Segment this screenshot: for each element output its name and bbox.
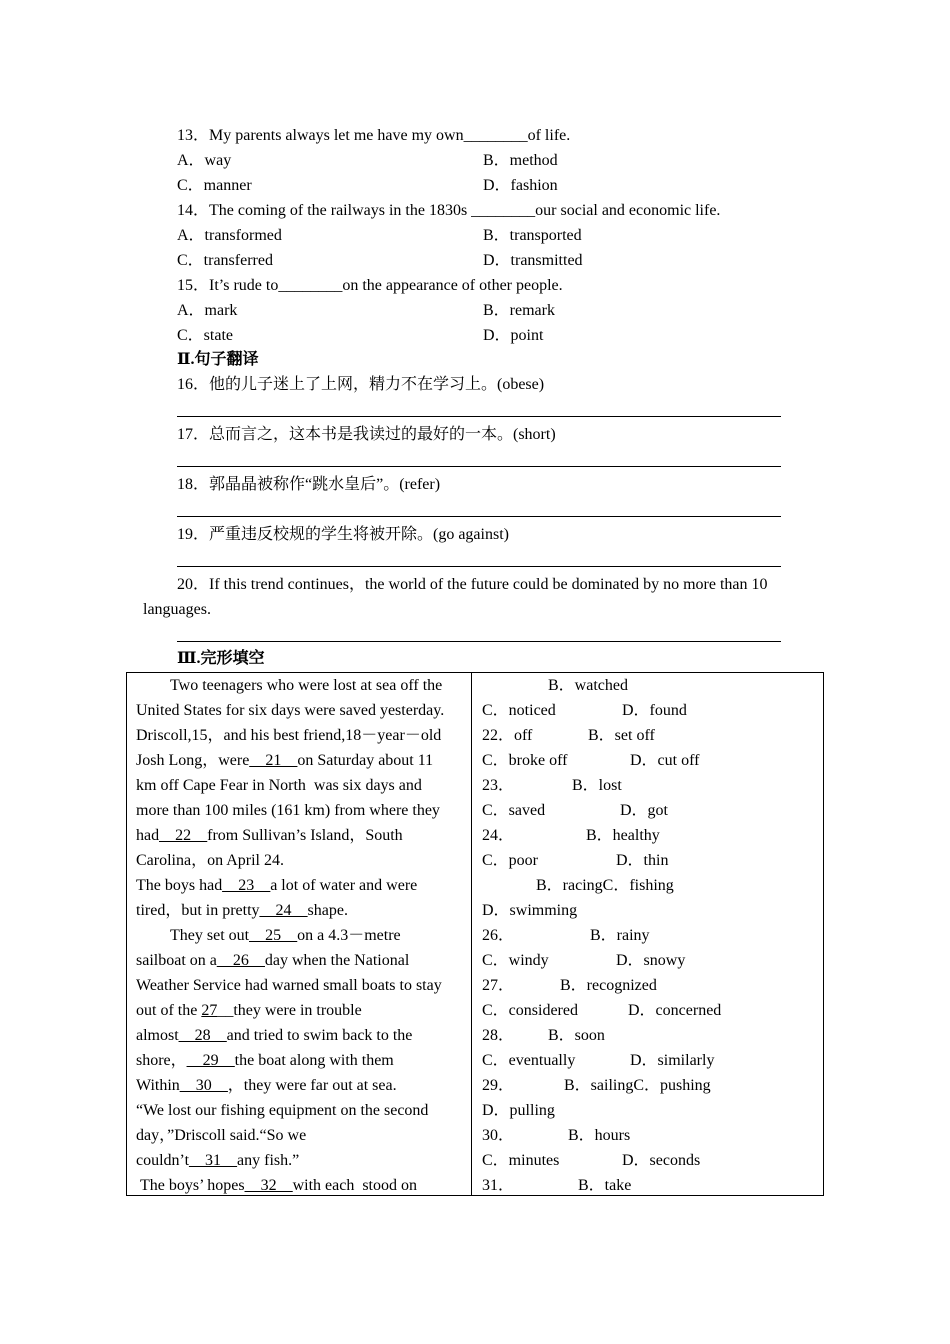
- question-14-option-a: A．transformed: [177, 227, 282, 244]
- question-15-option-c: C．state: [177, 327, 233, 344]
- cloze-option-line: D．pulling: [482, 1102, 555, 1119]
- cloze-option-line: 31．: [482, 1177, 515, 1194]
- passage-text: Josh Long，were: [136, 752, 250, 769]
- cloze-option-line: B．hours: [568, 1127, 631, 1144]
- cloze-option-line: 24．: [482, 827, 515, 844]
- passage-text: any fish.”: [237, 1152, 300, 1169]
- cloze-option-line: D．thin: [616, 852, 669, 869]
- cloze-option-line: 22．off: [482, 727, 533, 744]
- translation-item-20-line1: 20．If this trend continues，the world of the future could be dominated by no more than 10: [177, 576, 768, 593]
- cloze-table: [126, 672, 824, 1196]
- passage-line: [136, 1026, 412, 1046]
- answer-line-18: [177, 516, 781, 517]
- passage-line: [136, 1001, 362, 1021]
- question-14-stem: 14．The coming of the railways in the 1830s ________our social and economic life.: [177, 202, 721, 219]
- passage-text: The boys’ hopes: [140, 1177, 245, 1194]
- passage-line: [136, 1051, 394, 1071]
- passage-text: couldn’t: [136, 1152, 190, 1169]
- blank-25: __25__: [249, 927, 298, 944]
- cloze-option-line: D．seconds: [622, 1152, 701, 1169]
- passage-line: [136, 901, 348, 921]
- cloze-option-line: D．similarly: [630, 1052, 715, 1069]
- answer-line-20: [177, 641, 781, 642]
- passage-text: had: [136, 827, 160, 844]
- passage-line: Weather Service had warned small boats to stay: [136, 977, 442, 994]
- blank-28: __28__: [178, 1027, 227, 1044]
- passage-text: with each stood on: [292, 1177, 417, 1194]
- blank-31: __31__: [189, 1152, 238, 1169]
- passage-line: day，”Driscoll said.“So we: [136, 1127, 307, 1144]
- cloze-option-line: B．lost: [572, 777, 622, 794]
- cloze-option-line: B．healthy: [586, 827, 660, 844]
- cloze-option-line: C．eventually: [482, 1052, 576, 1069]
- passage-line: [170, 926, 401, 946]
- cloze-option-line: C．windy: [482, 952, 549, 969]
- question-15-stem: 15．It’s rude to________on the appearance of other people.: [177, 277, 563, 294]
- cloze-option-line: B．take: [578, 1177, 632, 1194]
- passage-line: “We lost our fishing equipment on the second: [136, 1102, 429, 1119]
- passage-text: almost: [136, 1027, 179, 1044]
- passage-text: and tried to swim back to the: [226, 1027, 413, 1044]
- blank-24: __24__: [259, 902, 308, 919]
- cloze-options-cell: [472, 673, 824, 1196]
- cloze-options: [472, 673, 823, 1195]
- cloze-option-line: D．snowy: [616, 952, 686, 969]
- cloze-option-line: B．rainy: [590, 927, 650, 944]
- passage-text: on a 4.3－metre: [297, 927, 401, 944]
- translation-item-20-line2: languages.: [143, 601, 211, 618]
- passage-line: [136, 951, 409, 971]
- question-14-option-b: B．transported: [483, 227, 582, 244]
- cloze-option-line: B．watched: [548, 677, 628, 694]
- cloze-option-line: D．got: [620, 802, 669, 819]
- passage-line: United States for six days were saved yesterday.: [136, 702, 445, 719]
- cloze-option-line: D．concerned: [628, 1002, 722, 1019]
- passage-text: a lot of water and were: [270, 877, 418, 894]
- passage-line: Two teenagers who were lost at sea off the: [170, 677, 443, 694]
- section-3-heading: Ⅲ.完形填空: [177, 650, 265, 667]
- cloze-option-line: 30．: [482, 1127, 515, 1144]
- passage-text: They set out: [170, 927, 250, 944]
- passage-line: [136, 876, 417, 896]
- question-14-option-d: D．transmitted: [483, 252, 583, 269]
- passage-line: [136, 1151, 299, 1171]
- translation-item-17: 17．总而言之，这本书是我读过的最好的一本。(short): [177, 426, 556, 443]
- answer-line-16: [177, 416, 781, 417]
- cloze-passage: [127, 673, 471, 1195]
- translation-item-18: 18．郭晶晶被称作“跳水皇后”。(refer): [177, 476, 441, 493]
- passage-line: [136, 826, 403, 846]
- translation-item-19: 19．严重违反校规的学生将被开除。(go against): [177, 526, 509, 543]
- blank-26: __26__: [216, 952, 265, 969]
- answer-line-17: [177, 466, 781, 467]
- passage-line: Carolina，on April 24.: [136, 852, 284, 869]
- blank-21: __21__: [249, 752, 298, 769]
- passage-text: sailboat on a: [136, 952, 217, 969]
- passage-line: Driscoll,15，and his best friend,18－year－old: [136, 727, 442, 744]
- question-13-option-d: D．fashion: [483, 177, 558, 194]
- passage-text: out of the: [136, 1002, 202, 1019]
- question-15-option-b: B．remark: [483, 302, 555, 319]
- question-13-option-c: C．manner: [177, 177, 252, 194]
- question-15-option-a: A．mark: [177, 302, 238, 319]
- passage-line: more than 100 miles (161 km) from where they: [136, 802, 440, 819]
- passage-text: Within: [136, 1077, 180, 1094]
- cloze-option-line: C．minutes: [482, 1152, 560, 1169]
- cloze-option-line: 27．: [482, 977, 515, 994]
- translation-item-16: 16．他的儿子迷上了上网，精力不在学习上。(obese): [177, 376, 545, 393]
- cloze-option-line: B．soon: [548, 1027, 605, 1044]
- blank-30: __30__: [179, 1077, 228, 1094]
- cloze-option-line: B．recognized: [560, 977, 657, 994]
- cloze-option-line: D．cut off: [630, 752, 700, 769]
- question-13-option-b: B．method: [483, 152, 558, 169]
- answer-line-19: [177, 566, 781, 567]
- passage-line: [136, 1076, 397, 1096]
- cloze-option-line: C．considered: [482, 1002, 578, 1019]
- blank-27: 27: [201, 1002, 218, 1019]
- passage-text: from Sullivan’s Island，South: [207, 827, 403, 844]
- cloze-option-line: C．broke off: [482, 752, 568, 769]
- passage-line: [140, 1176, 417, 1196]
- cloze-option-line: 29．: [482, 1077, 515, 1094]
- passage-text: shore，: [136, 1052, 187, 1069]
- blank-29: __29__: [186, 1052, 235, 1069]
- question-15-option-d: D．point: [483, 327, 544, 344]
- cloze-option-line: B．racingC．fishing: [536, 877, 674, 894]
- cloze-option-line: B．sailingC．pushing: [564, 1077, 711, 1094]
- cloze-option-line: C．noticed: [482, 702, 556, 719]
- passage-text: The boys had: [136, 877, 223, 894]
- passage-text: ，they were far out at sea.: [227, 1077, 397, 1094]
- blank-32: __32__: [244, 1177, 293, 1194]
- passage-line: km off Cape Fear in North was six days and: [136, 777, 422, 794]
- section-2-heading: Ⅱ.句子翻译: [177, 351, 259, 368]
- passage-text: __they were in trouble: [217, 1002, 362, 1019]
- passage-line: [136, 751, 433, 771]
- question-13-option-a: A．way: [177, 152, 232, 169]
- cloze-option-line: C．saved: [482, 802, 546, 819]
- cloze-option-line: 26．: [482, 927, 515, 944]
- question-14-option-c: C．transferred: [177, 252, 273, 269]
- question-13-stem: 13．My parents always let me have my own________of life.: [177, 127, 571, 144]
- cloze-option-line: C．poor: [482, 852, 539, 869]
- passage-text: shape.: [307, 902, 348, 919]
- cloze-option-line: D．swimming: [482, 902, 578, 919]
- passage-text: the boat along with them: [234, 1052, 394, 1069]
- blank-22: __22__: [159, 827, 208, 844]
- cloze-option-line: 28．: [482, 1027, 515, 1044]
- blank-23: __23__: [222, 877, 271, 894]
- cloze-option-line: 23．: [482, 777, 515, 794]
- passage-text: tired，but in pretty: [136, 902, 260, 919]
- cloze-option-line: B．set off: [588, 727, 655, 744]
- passage-text: day when the National: [264, 952, 410, 969]
- passage-text: on Saturday about 11: [297, 752, 434, 769]
- cloze-passage-cell: [127, 673, 472, 1196]
- cloze-option-line: D．found: [622, 702, 687, 719]
